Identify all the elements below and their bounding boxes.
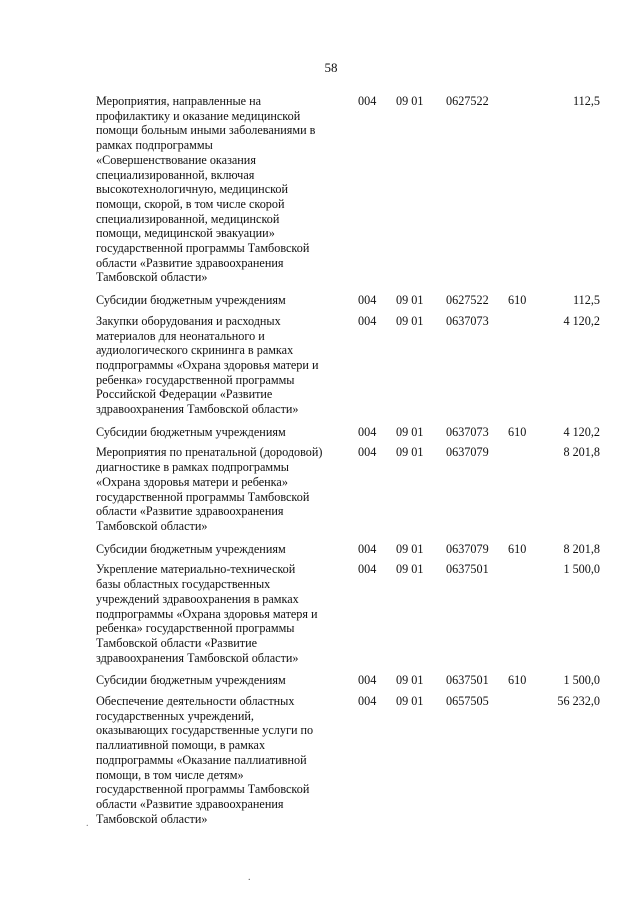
target-article-code: 0637501 bbox=[446, 673, 489, 688]
section-code: 09 01 bbox=[396, 313, 424, 328]
expense-type-code: 610 bbox=[508, 293, 527, 308]
row-description: Закупки оборудования и расходных материалов для неонатального и аудиологического скрининга в рамках подпрограммы «Охрана здоровья матери и ребенка» государственной программы Российской Федерации «Развитие здравоохранения Тамбовской области» bbox=[96, 313, 319, 417]
section-code: 09 01 bbox=[396, 445, 424, 460]
section-code: 09 01 bbox=[396, 673, 424, 688]
amount: 8 201,8 bbox=[563, 541, 600, 556]
ministry-code: 004 bbox=[358, 694, 377, 709]
table-row bbox=[96, 542, 606, 557]
scan-speck: . bbox=[248, 872, 251, 883]
ministry-code: 004 bbox=[358, 313, 377, 328]
row-description: Субсидии бюджетным учреждениям bbox=[96, 293, 286, 308]
amount: 112,5 bbox=[573, 94, 600, 108]
ministry-code: 004 bbox=[358, 673, 377, 688]
row-description: Субсидии бюджетным учреждениям bbox=[96, 424, 286, 439]
table-row bbox=[96, 445, 606, 533]
page-number: 58 bbox=[324, 60, 338, 75]
row-description: Мероприятия по пренатальной (дородовой) диагностике в рамках подпрограммы «Охрана здоровья матери и ребенка» государственной программы Тамбовской области «Развитие здравоохранения Тамбовской области» bbox=[96, 445, 323, 533]
target-article-code: 0637079 bbox=[446, 445, 489, 460]
row-description: Субсидии бюджетным учреждениям bbox=[96, 541, 286, 556]
ministry-code: 004 bbox=[358, 424, 377, 439]
expense-type-code: 610 bbox=[508, 541, 527, 556]
table-row bbox=[96, 694, 606, 826]
ministry-code: 004 bbox=[358, 541, 377, 556]
target-article-code: 0637073 bbox=[446, 424, 489, 439]
budget-table bbox=[96, 94, 606, 834]
section-code: 09 01 bbox=[396, 94, 424, 108]
target-article-code: 0627522 bbox=[446, 94, 489, 108]
section-code: 09 01 bbox=[396, 424, 424, 439]
target-article-code: 0637501 bbox=[446, 562, 489, 577]
scan-speck: . bbox=[86, 818, 89, 829]
amount: 1 500,0 bbox=[563, 562, 600, 577]
row-description: Мероприятия, направленные на профилактику и оказание медицинской помощи больным иными заболеваниями в рамках подпрограммы «Совершенствование оказания специализированной, включая высокотехнологичную, медицинской помощи, скорой, в том числе скорой специализированной, медицинской помощи, медицинской эвакуации» государственной программы Тамбовской области «Развитие здравоохранения Тамбовской области» bbox=[96, 94, 316, 285]
row-description: Субсидии бюджетным учреждениям bbox=[96, 673, 286, 688]
table-row bbox=[96, 94, 606, 285]
section-code: 09 01 bbox=[396, 541, 424, 556]
table-row bbox=[96, 314, 606, 417]
table-row bbox=[96, 293, 606, 308]
section-code: 09 01 bbox=[396, 562, 424, 577]
amount: 1 500,0 bbox=[563, 673, 600, 688]
target-article-code: 0637079 bbox=[446, 541, 489, 556]
section-code: 09 01 bbox=[396, 293, 424, 308]
section-code: 09 01 bbox=[396, 694, 424, 709]
target-article-code: 0627522 bbox=[446, 293, 489, 308]
expense-type-code: 610 bbox=[508, 673, 527, 688]
target-article-code: 0637073 bbox=[446, 313, 489, 328]
amount: 112,5 bbox=[573, 293, 600, 308]
ministry-code: 004 bbox=[358, 562, 377, 577]
row-description: Обеспечение деятельности областных государственных учреждений, оказывающих государственные услуги по паллиативной помощи, в рамках подпрограммы «Оказание паллиативной помощи, в том числе детям» государственной программы Тамбовской области «Развитие здравоохранения Тамбовской области» bbox=[96, 694, 314, 826]
ministry-code: 004 bbox=[358, 94, 377, 108]
amount: 56 232,0 bbox=[557, 694, 600, 709]
row-description: Укрепление материально-технической базы областных государственных учреждений здравоохранения в рамках подпрограммы «Охрана здоровья матеря и ребенка» государственной программы Тамбовской области «Развитие здравоохранения Тамбовской области» bbox=[96, 562, 318, 665]
target-article-code: 0657505 bbox=[446, 694, 489, 709]
table-row bbox=[96, 673, 606, 688]
expense-type-code: 610 bbox=[508, 424, 527, 439]
amount: 4 120,2 bbox=[563, 424, 600, 439]
amount: 4 120,2 bbox=[563, 313, 600, 328]
ministry-code: 004 bbox=[358, 445, 377, 460]
table-row bbox=[96, 562, 606, 665]
table-row bbox=[96, 425, 606, 440]
amount: 8 201,8 bbox=[563, 445, 600, 460]
ministry-code: 004 bbox=[358, 293, 377, 308]
